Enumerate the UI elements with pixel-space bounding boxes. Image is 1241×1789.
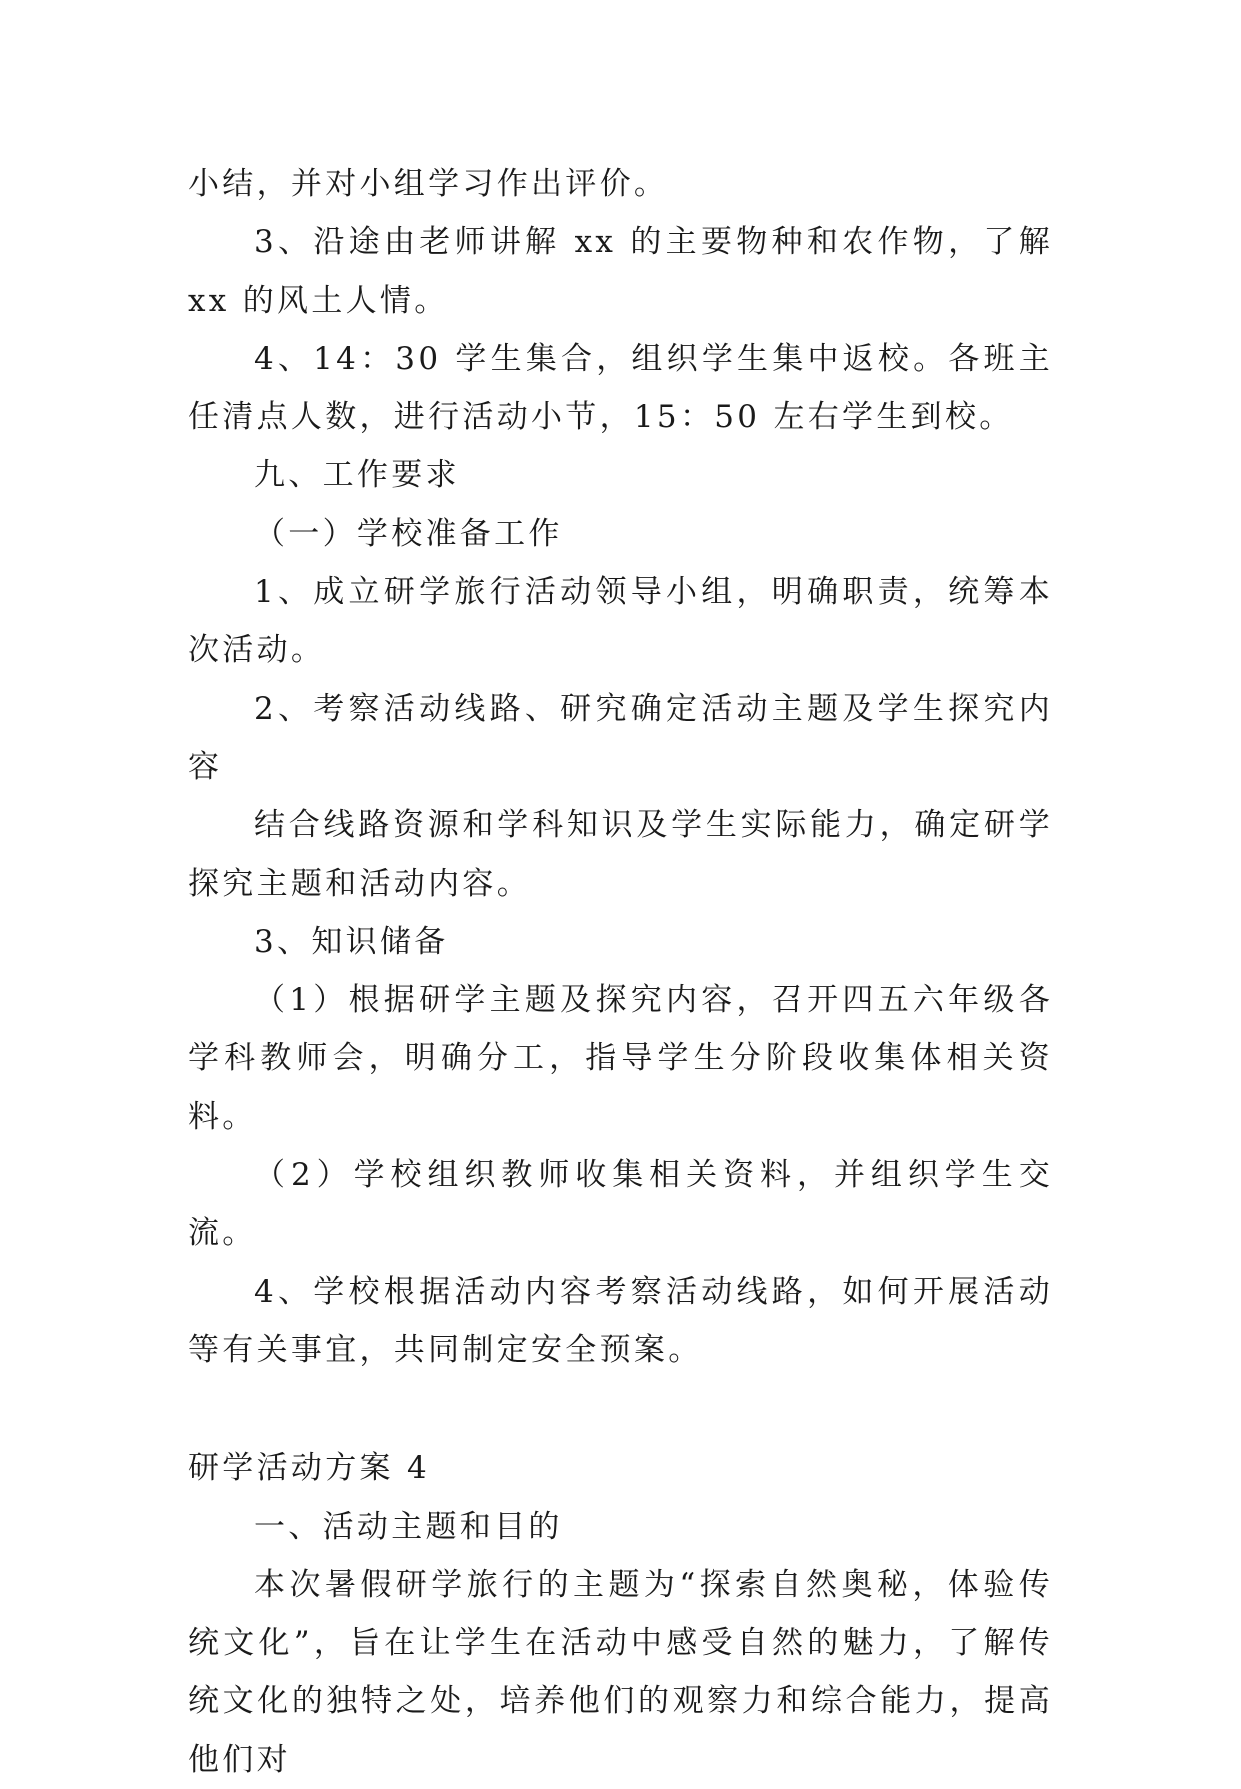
paragraph: （2）学校组织教师收集相关资料，并组织学生交流。 (188, 1157, 1053, 1252)
subsection-heading: （一）学校准备工作 (254, 515, 563, 552)
paragraph: 4、14：30 学生集合，组织学生集中返校。各班主任清点人数，进行活动小节，15：50 左右学生到校。 (188, 340, 1053, 436)
paragraph: 3、知识储备 (254, 923, 449, 960)
section-spacer (188, 1379, 1053, 1439)
paragraph: 1、成立研学旅行活动领导小组，明确职责，统筹本次活动。 (188, 574, 1053, 669)
paragraph: 本次暑假研学旅行的主题为“探索自然奥秘，体验传统文化”，旨在让学生在活动中感受自然的魅力，了解传统文化的独特之处，培养他们的观察力和综合能力，提高他们对 (188, 1566, 1053, 1778)
paragraph: 2、考察活动线路、研究确定活动主题及学生探究内容 (188, 690, 1053, 785)
paragraph: （1）根据研学主题及探究内容，召开四五六年级各学科教师会，明确分工，指导学生分阶段收集体相关资料。 (188, 982, 1053, 1135)
paragraph: 4、学校根据活动内容考察活动线路，如何开展活动等有关事宜，共同制定安全预案。 (188, 1273, 1053, 1368)
paragraph: 结合线路资源和学科知识及学生实际能力，确定研学探究主题和活动内容。 (188, 807, 1053, 902)
document-body (188, 155, 1053, 1789)
paragraph: 3、沿途由老师讲解 xx 的主要物种和农作物，了解 xx 的风土人情。 (188, 224, 1053, 319)
paragraph: 小结，并对小组学习作出评价。 (188, 166, 669, 202)
section-heading: 九、工作要求 (254, 457, 460, 494)
section-title: 研学活动方案 4 (188, 1450, 430, 1487)
section-heading: 一、活动主题和目的 (254, 1508, 563, 1545)
